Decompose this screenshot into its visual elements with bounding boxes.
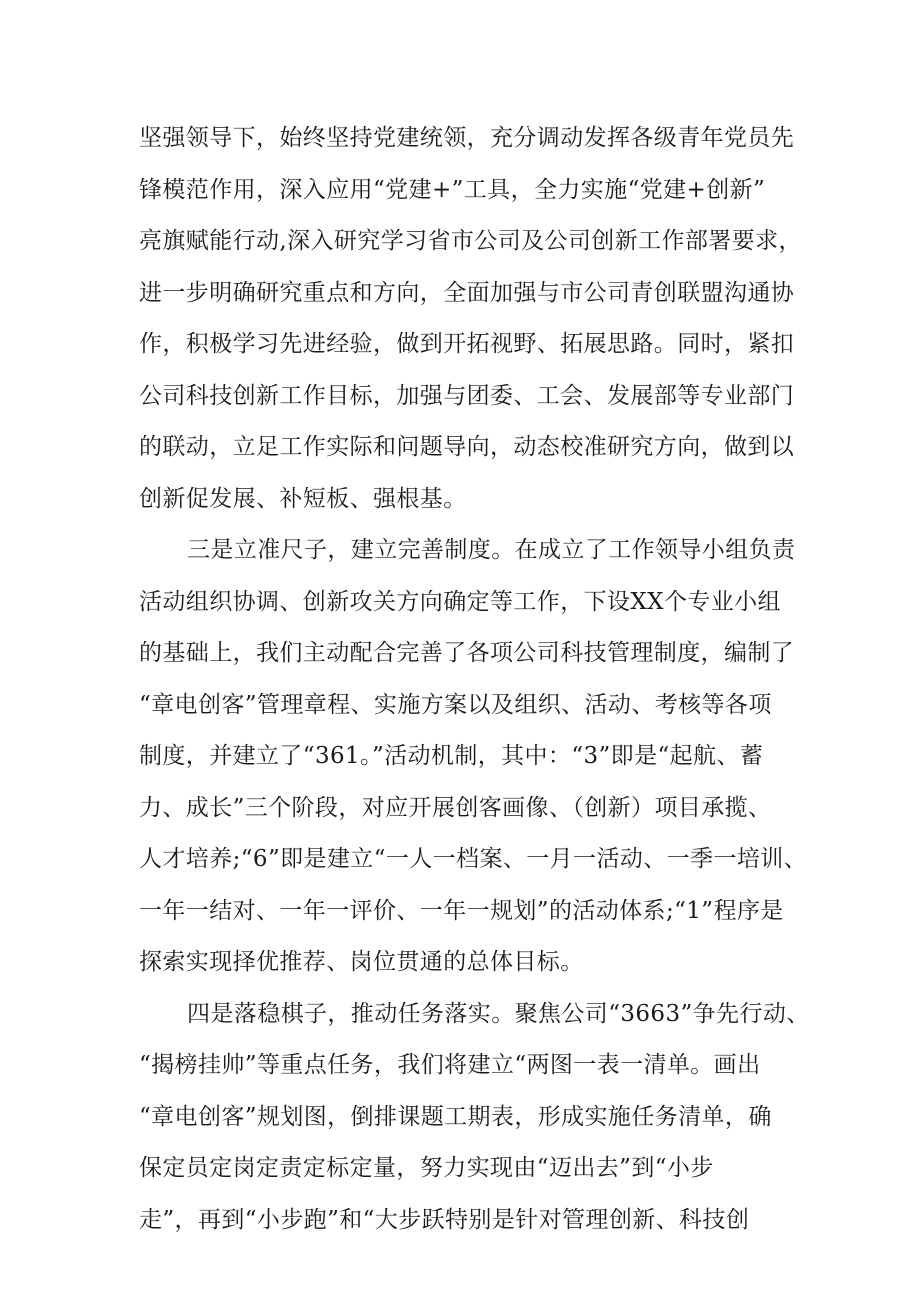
text-line: 公司科技创新工作目标，加强与团委、工会、发展部等专业部门 xyxy=(139,382,795,409)
text-line: “章电创客”规划图，倒排课题工期表，形成实施任务清单，确 xyxy=(139,1103,772,1130)
text-line: 的基础上，我们主动配合完善了各项公司科技管理制度，编制了 xyxy=(139,640,795,666)
text-line: 的联动，立足工作实际和问题导向，动态校准研究方向，做到以 xyxy=(139,434,795,460)
text-line: 探索实现择优推荐、岗位贯通的总体目标。 xyxy=(139,949,584,975)
text-line: 作，积极学习先进经验，做到开拓视野、拓展思路。同时，紧扣 xyxy=(139,331,795,357)
body-text xyxy=(139,113,810,1246)
text-line: 走”，再到“小步跑”和“大步跃特别是针对管理创新、科技创 xyxy=(139,1206,750,1233)
text-line: 力、成长”三个阶段，对应开展创客画像、（创新）项目承揽、 xyxy=(139,794,772,821)
text-line: “章电创客”管理章程、实施方案以及组织、活动、考核等各项 xyxy=(139,691,772,718)
text-line: 人才培养;“6”即是建立“一人一档案、一月一活动、一季一培训、 xyxy=(139,846,808,872)
text-line: 坚强领导下，始终坚持党建统领，充分调动发挥各级青年党员先 xyxy=(139,125,795,151)
text-line: 制度，并建立了“361。”活动机制，其中：“3”即是“起航、蓄 xyxy=(139,743,764,769)
text-line: 锋模范作用，深入应用“党建+”工具，全力实施“党建+创新” xyxy=(139,176,766,203)
text-line: 创新促发展、补短板、强根基。 xyxy=(139,485,467,512)
text-line: 一年一结对、一年一评价、一年一规划”的活动体系;“1”程序是 xyxy=(139,897,784,924)
text-line: 保定员定岗定责定标定量，努力实现由“迈出去”到“小步 xyxy=(139,1155,714,1181)
paragraph-start-line: 三是立准尺子，建立完善制度。在成立了工作领导小组负责 xyxy=(187,537,796,563)
paragraph-start-line: 四是落稳棋子，推动任务落实。聚焦公司“3663”争先行动、 xyxy=(187,1000,810,1027)
text-line: “揭榜挂帅”等重点任务，我们将建立“两图一表一清单。画出 xyxy=(139,1052,761,1078)
text-line: 活动组织协调、创新攻关方向确定等工作，下设XX个专业小组 xyxy=(139,588,781,615)
text-line: 进一步明确研究重点和方向，全面加强与市公司青创联盟沟通协 xyxy=(139,279,795,306)
text-line: 亮旗赋能行动,深入研究学习省市公司及公司创新工作部署要求， xyxy=(139,228,802,254)
